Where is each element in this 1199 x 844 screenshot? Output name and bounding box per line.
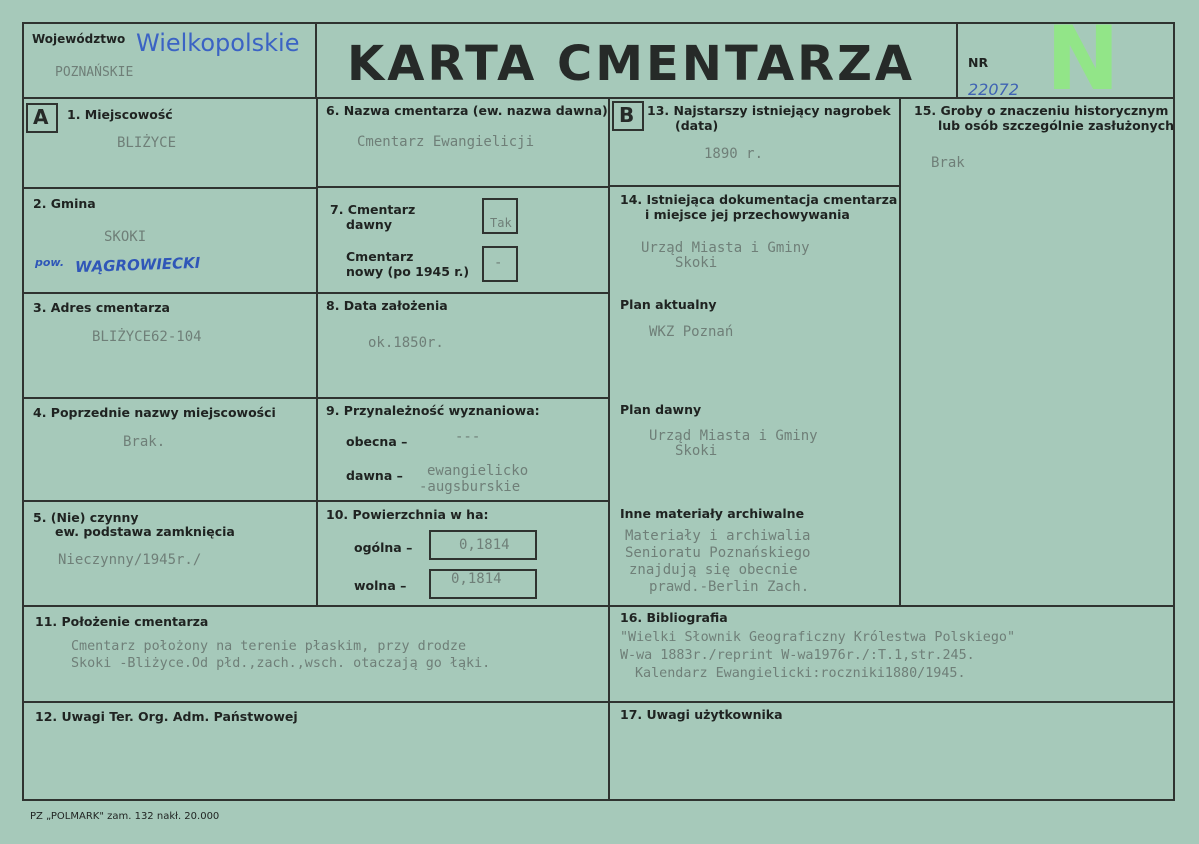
row-a3 [22, 397, 610, 399]
section-b-letter: B [619, 103, 635, 127]
f9-dawna-value-1: ewangielicko [427, 463, 529, 479]
f3-label: 3. Adres cmentarza [33, 300, 170, 315]
f16-value-1: "Wielki Słownik Geograficzny Królestwa Polskiego" [620, 630, 1016, 645]
row-b6 [316, 186, 610, 188]
f5-label-1: 5. (Nie) czynny [33, 510, 139, 525]
frame-bottom [22, 799, 1175, 801]
f14-value-2: Skoki [675, 255, 718, 271]
f5-label-2: ew. podstawa zamknięcia [55, 524, 235, 539]
f9-label: 9. Przynależność wyznaniowa: [326, 403, 540, 418]
plan-dawny-value-1: Urząd Miasta i Gminy [649, 428, 818, 444]
section-a-letter: A [33, 105, 49, 129]
plan-dawny-value-2: Skoki [675, 443, 718, 459]
f2-value: SKOKI [104, 229, 147, 245]
f10-label: 10. Powierzchnia w ha: [326, 507, 489, 522]
f15-label-1: 15. Groby o znaczeniu historycznym [914, 103, 1169, 118]
plan-dawny-label: Plan dawny [620, 402, 702, 417]
f4-value: Brak. [123, 434, 166, 450]
f8-value: ok.1850r. [368, 335, 444, 351]
col-line-2 [608, 97, 610, 801]
f11-value-1: Cmentarz położony na terenie płaskim, przy drodze [71, 639, 467, 654]
header-divider-1 [315, 22, 317, 98]
f2-hand-prefix: pow. [35, 256, 65, 269]
frame-top [22, 22, 1175, 24]
row-lower [22, 701, 1175, 703]
inne-value-2: Senioratu Poznańskiego [625, 545, 811, 561]
nr-label: NR [968, 55, 989, 70]
f3-value: BLIŻYCE62-104 [92, 329, 202, 345]
col-line-3 [899, 97, 901, 606]
f7-dawny-value: Tak [490, 216, 512, 230]
f7-label: 7. Cmentarz [330, 202, 416, 217]
f4-label: 4. Poprzednie nazwy miejscowości [33, 405, 276, 420]
f2-label: 2. Gmina [33, 196, 96, 211]
row-a2 [22, 292, 610, 294]
corner-letter-n: N [1046, 7, 1120, 110]
wojewodztwo-typed: POZNAŃSKIE [55, 65, 134, 80]
f13-label-2: (data) [675, 118, 719, 133]
row-a1 [22, 187, 318, 189]
inne-value-3: znajdują się obecnie [629, 562, 798, 578]
wojewodztwo-label: Województwo [32, 32, 126, 46]
f15-value: Brak [931, 155, 965, 171]
f15-label-2: lub osób szczególnie zasłużonych [938, 118, 1175, 133]
f9-dawna-label: dawna – [346, 468, 403, 483]
f2-hand-value: WĄGROWIECKI [74, 253, 201, 277]
f7-dawny-label: dawny [346, 217, 392, 232]
f10-ogolna-value: 0,1814 [459, 537, 510, 553]
plan-aktualny-label: Plan aktualny [620, 297, 717, 312]
f7-nowy-label-1: Cmentarz [346, 249, 414, 264]
f7-nowy-value: - [494, 255, 503, 271]
frame-left [22, 22, 24, 801]
nr-handwritten: 22072 [968, 80, 1019, 99]
f5-value: Nieczynny/1945r./ [58, 552, 202, 568]
f13-label-1: 13. Najstarszy istniejący nagrobek [647, 103, 891, 118]
header-divider-2 [956, 22, 958, 98]
f12-label: 12. Uwagi Ter. Org. Adm. Państwowej [35, 709, 298, 724]
f10-wolna-label: wolna – [354, 578, 407, 593]
f7-nowy-label-2: nowy (po 1945 r.) [346, 264, 470, 279]
f17-label: 17. Uwagi użytkownika [620, 707, 783, 722]
inne-value-1: Materiały i archiwalia [625, 528, 811, 544]
f1-value: BLIŻYCE [117, 135, 177, 151]
f14-label-1: 14. Istniejąca dokumentacja cmentarza [620, 192, 898, 207]
wojewodztwo-stamp: Wielkopolskie [136, 29, 300, 57]
f9-obecna-value: --- [455, 429, 481, 445]
plan-aktualny-value: WKZ Poznań [649, 324, 734, 340]
f16-value-2: W-wa 1883r./reprint W-wa1976r./:T.1,str.245. [620, 648, 975, 663]
f10-ogolna-label: ogólna – [354, 540, 413, 555]
f8-label: 8. Data założenia [326, 298, 448, 313]
f6-value: Cmentarz Ewangielicji [357, 134, 535, 150]
row-a4 [22, 500, 610, 502]
frame-right [1173, 22, 1175, 801]
f16-value-3: Kalendarz Ewangielicki:roczniki1880/1945. [635, 666, 966, 681]
row-b13 [608, 185, 900, 187]
f9-obecna-label: obecna – [346, 434, 408, 449]
f9-dawna-value-2: -augsburskie [419, 479, 521, 495]
row-mid [22, 605, 1175, 607]
f1-label: 1. Miejscowość [67, 107, 173, 122]
inne-label: Inne materiały archiwalne [620, 506, 805, 521]
f11-label: 11. Położenie cmentarza [35, 614, 209, 629]
f14-label-2: i miejsce jej przechowywania [645, 207, 850, 222]
inne-value-4: prawd.-Berlin Zach. [649, 579, 810, 595]
f11-value-2: Skoki -Bliżyce.Od płd.,zach.,wsch. otaczają go łąki. [71, 656, 491, 671]
card-title: KARTA CMENTARZA [347, 36, 916, 92]
printer-footer: PZ „POLMARK" zam. 132 nakł. 20.000 [30, 811, 220, 822]
col-line-1 [316, 97, 318, 606]
f10-wolna-value: 0,1814 [451, 571, 502, 587]
f13-value: 1890 r. [704, 146, 764, 162]
f16-label: 16. Bibliografia [620, 610, 728, 625]
f6-label: 6. Nazwa cmentarza (ew. nazwa dawna) [326, 103, 608, 118]
f14-value-1: Urząd Miasta i Gminy [641, 240, 810, 256]
